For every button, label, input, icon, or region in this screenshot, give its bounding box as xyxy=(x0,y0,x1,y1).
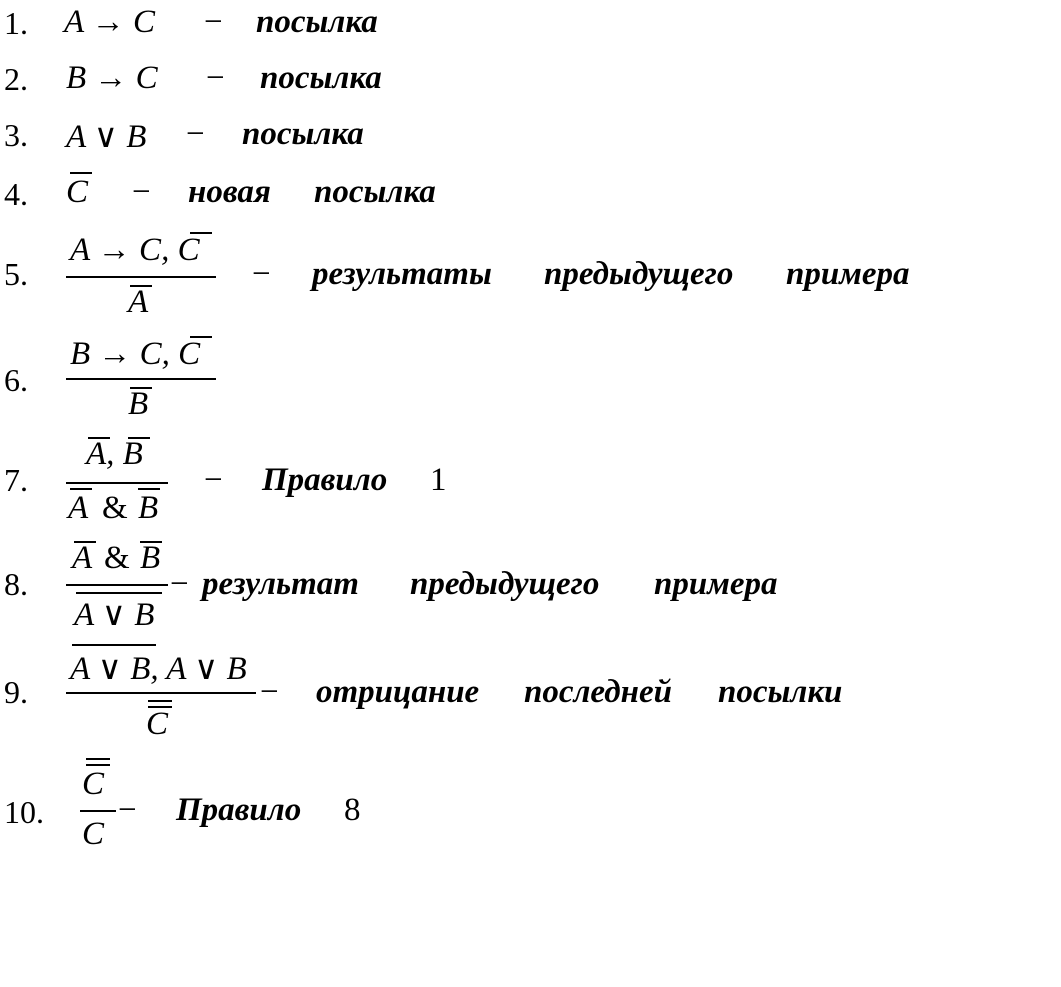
numerator-term: B xyxy=(140,540,161,576)
comment-word: примера xyxy=(786,256,910,292)
line-number: 7. xyxy=(4,462,28,498)
comment-word: результаты xyxy=(312,256,492,292)
line-number: 5. xyxy=(4,256,28,292)
fraction-denominator: A ∨ B xyxy=(74,597,155,633)
line-number: 2. xyxy=(4,61,28,97)
comment-word: 8 xyxy=(344,792,361,828)
denominator-term: B xyxy=(138,490,159,526)
comment-word: последней xyxy=(524,674,672,710)
comment-word: Правило xyxy=(262,462,388,498)
fraction-bar xyxy=(66,584,168,586)
fraction-denominator: B xyxy=(128,386,149,422)
fraction-bar xyxy=(66,482,168,484)
line-number: 3. xyxy=(4,117,28,153)
fraction-bar xyxy=(66,378,216,380)
line-number: 6. xyxy=(4,362,28,398)
line-number: 10. xyxy=(4,794,44,830)
comment-word: предыдущего xyxy=(544,256,734,292)
dash: − xyxy=(204,462,223,498)
denominator-term: A xyxy=(68,490,89,526)
formula: A → C xyxy=(64,4,156,40)
comment-word: посылка xyxy=(314,174,436,210)
dash: − xyxy=(206,60,225,96)
comment-word: посылка xyxy=(256,4,378,40)
negation-bar xyxy=(148,700,172,702)
line-number: 8. xyxy=(4,566,28,602)
comment-word: 1 xyxy=(430,462,447,498)
fraction-bar xyxy=(66,692,256,694)
line-number: 4. xyxy=(4,176,28,212)
fraction-denominator: C xyxy=(146,706,169,742)
fraction-numerator: B → C, C xyxy=(70,336,201,372)
formula: B → C xyxy=(66,60,158,96)
dash: − xyxy=(260,674,279,710)
comment-word: результат xyxy=(202,566,359,602)
negation-bar xyxy=(72,644,156,646)
dash: − xyxy=(204,4,223,40)
formula: C xyxy=(66,174,89,210)
dash: − xyxy=(132,174,151,210)
fraction-bar xyxy=(66,276,216,278)
line-number: 9. xyxy=(4,674,28,710)
conjunction-sign: & xyxy=(102,490,128,526)
comment-word: отрицание xyxy=(316,674,480,710)
formula: A ∨ B xyxy=(66,119,147,155)
dash: − xyxy=(118,792,137,828)
numerator-term: A xyxy=(72,540,93,576)
comment-word: примера xyxy=(654,566,778,602)
conjunction-sign: & xyxy=(104,540,130,576)
comment-word: Правило xyxy=(176,792,302,828)
comment-word: посылка xyxy=(242,116,364,152)
negation-bar xyxy=(86,758,110,760)
fraction-numerator: C xyxy=(82,766,105,802)
fraction-numerator: A → C, C xyxy=(70,232,200,268)
line-number: 1. xyxy=(4,5,28,41)
comment-word: новая xyxy=(188,174,271,210)
fraction-numerator: A, B xyxy=(86,436,143,472)
comment-word: посылки xyxy=(718,674,843,710)
dash: − xyxy=(252,256,271,292)
fraction-numerator: A ∨ B, A ∨ B xyxy=(70,651,247,687)
fraction-bar xyxy=(80,810,116,812)
fraction-denominator: A xyxy=(128,284,149,320)
comment-word: посылка xyxy=(260,60,382,96)
comment-word: предыдущего xyxy=(410,566,600,602)
dash: − xyxy=(170,566,189,602)
dash: − xyxy=(186,116,205,152)
fraction-denominator: C xyxy=(82,816,105,852)
